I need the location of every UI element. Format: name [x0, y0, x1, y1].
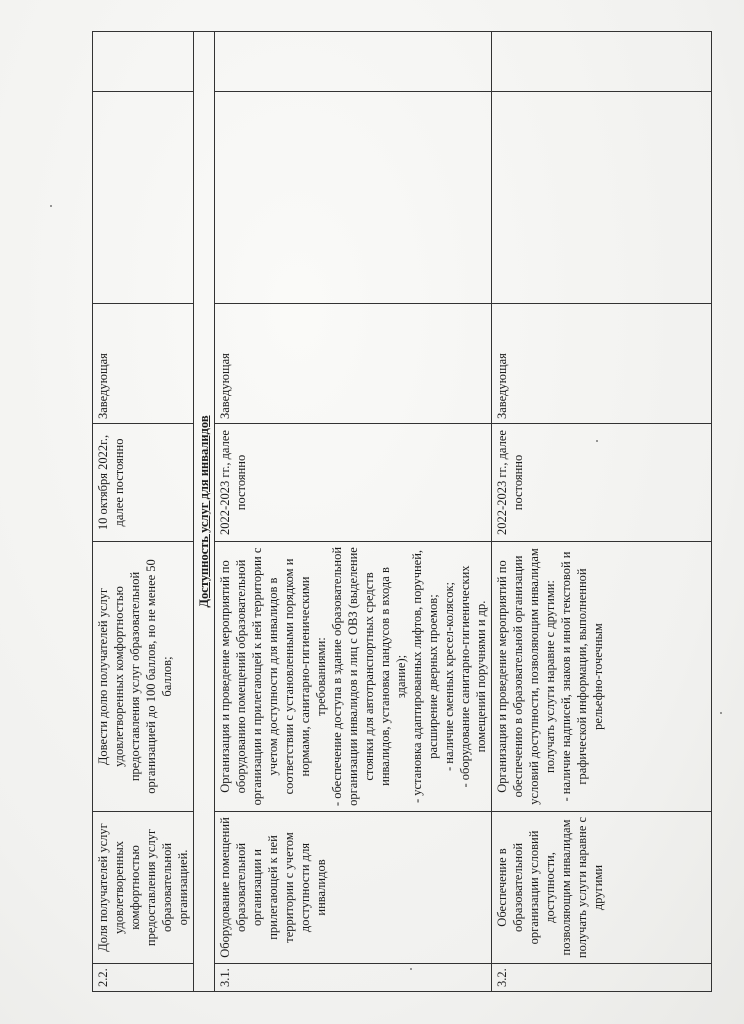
indicator-cell: Обеспечение в образовательной организации условий доступности, позволяющим инвалидам получать услуги наравне с другими — [492, 812, 712, 964]
measure-cell — [492, 542, 712, 812]
measure-item: - установка адаптированных лифтов, поручней, расширение дверных проемов; — [410, 549, 440, 804]
measure-item: - наличие надписей, знаков и иной текстовой и графической информации, выполненной рельефно-точечным — [559, 551, 605, 802]
responsible-cell: Заведующая — [492, 304, 712, 424]
indicator-cell: Оборудование помещений образовательной организации и прилегающей к ней территории с учетом доступности для инвалидов — [215, 812, 492, 964]
table-row — [93, 32, 194, 992]
row-number: 3.2. — [492, 964, 712, 992]
scan-speck — [720, 712, 722, 714]
responsible-cell: Заведующая — [93, 304, 194, 424]
measure-cell: Довести долю получателей услуг удовлетворенных комфортностью предоставления услуг образовательной организацией до 100 баллов, но не менее 50 баллов; — [93, 542, 194, 812]
measure-item: - наличие сменных кресел-колясок; — [442, 581, 456, 772]
section-row — [194, 32, 215, 992]
row-number: 2.2. — [93, 964, 194, 992]
result-cell — [215, 92, 492, 304]
action-plan-table — [92, 31, 712, 992]
responsible-cell: Заведующая — [215, 304, 492, 424]
extra-cell — [492, 32, 712, 92]
extra-cell — [215, 32, 492, 92]
measure-item: - обеспечение доступа в здание образовательной организации инвалидов и лиц с ОВЗ (выделение стоянки для автотранспортных средств инвалидов, установка пандусов в входа в здание); — [330, 546, 408, 807]
measure-item: - оборудование санитарно-гигиенических помещений поручнями и др. — [458, 565, 488, 788]
row-number: 3.1. — [215, 964, 492, 992]
measure-intro: Организация и проведение мероприятий по обеспечению в образовательной организации условий доступности, позволяющим инвалидам получать услуги наравне с другими: — [495, 548, 557, 805]
deadline-cell: 2022-2023 гг., далее постоянно — [492, 424, 712, 542]
indicator-cell: Доля получателей услуг удовлетворенных комфортностью предоставления услуг образовательной организацией. — [93, 812, 194, 964]
table-row — [492, 32, 712, 992]
extra-cell — [93, 32, 194, 92]
rotated-document-page — [92, 32, 652, 992]
result-cell — [492, 92, 712, 304]
deadline-cell: 2022-2023 гг., далее постоянно — [215, 424, 492, 542]
scan-speck — [596, 440, 598, 442]
measure-intro: Организация и проведение мероприятий по оборудованию помещений образовательной организации и прилегающей к ней территории с учетом доступности для инвалидов в соответствии с установленными порядком и нормами, санитарно-гигиеническими требованиями: — [218, 547, 328, 806]
deadline-cell: 10 октября 2022г., далее постоянно — [93, 424, 194, 542]
scan-speck — [410, 968, 412, 970]
scan-speck — [50, 205, 52, 207]
section-title: Доступность услуг для инвалидов — [194, 32, 215, 992]
table-row — [215, 32, 492, 992]
measure-cell — [215, 542, 492, 812]
result-cell — [93, 92, 194, 304]
